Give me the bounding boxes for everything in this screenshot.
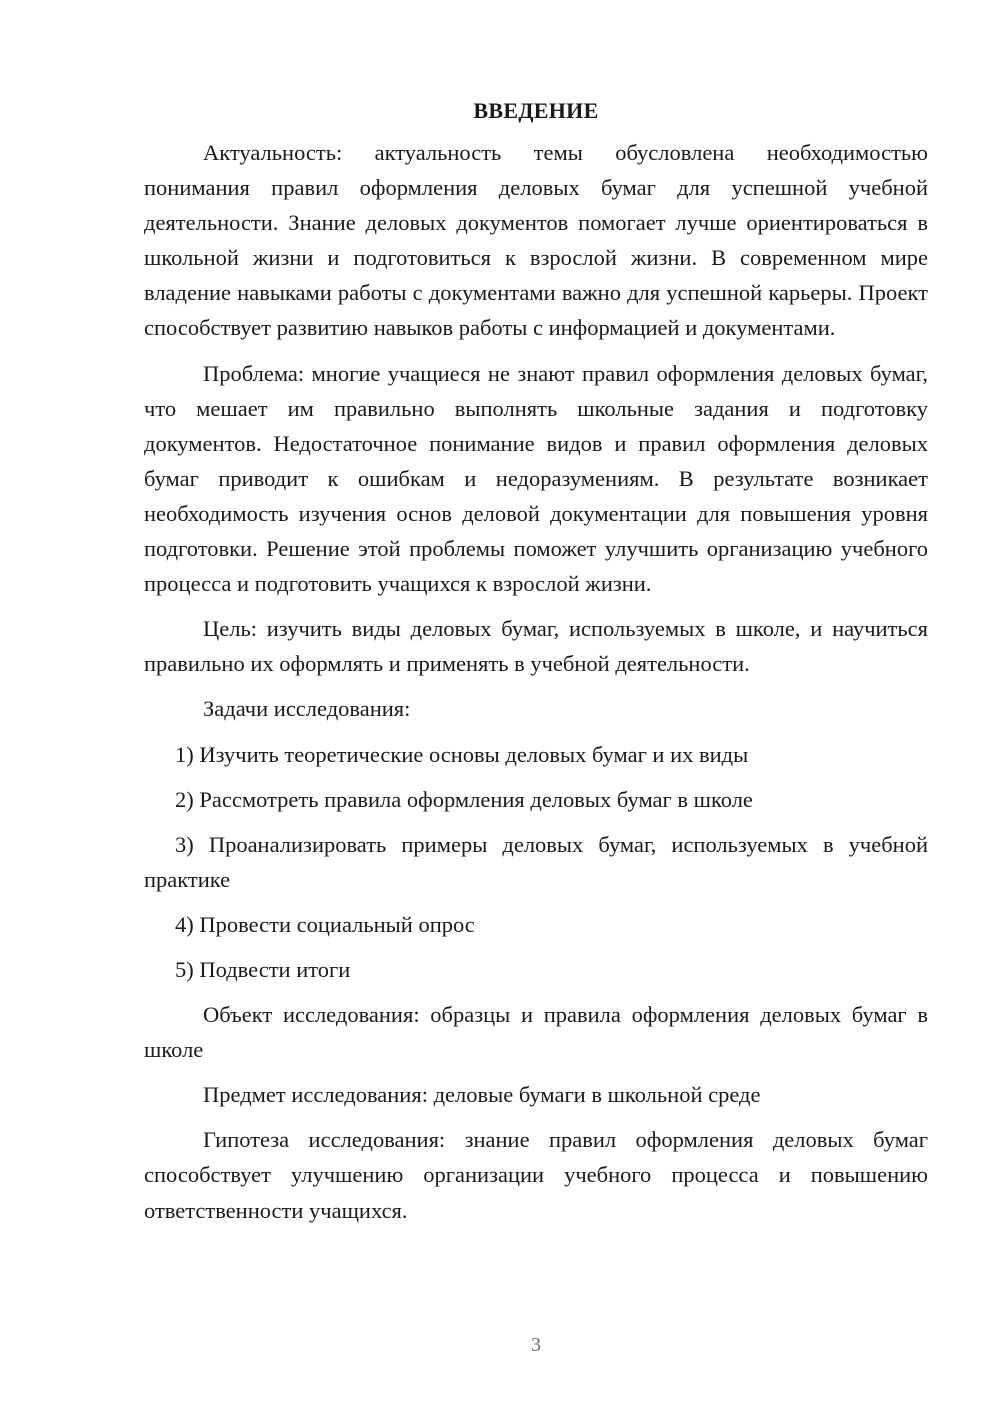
- goal-paragraph: Цель: изучить виды деловых бумаг, используемых в школе, и научиться правильно их оформлять и применять в учебной деятельности.: [144, 616, 928, 677]
- task-item: 4) Провести социальный опрос: [175, 911, 475, 937]
- hypothesis-paragraph: Гипотеза исследования: знание правил оформления деловых бумаг способствует улучшению организации учебного процесса и повышению ответственности учащихся.: [144, 1127, 928, 1223]
- page-number: 3: [531, 1334, 541, 1356]
- problem-paragraph: Проблема: многие учащиеся не знают правил оформления деловых бумаг, что мешает им правильно выполнять школьные задания и подготовку документов. Недостаточное понимание видов и правил оформления деловых бумаг приводит к ошибкам и недоразумениям. В результате возникает необходимость изучения основ деловой документации для повышения уровня подготовки. Решение этой проблемы поможет улучшить организацию учебного процесса и подготовить учащихся к взрослой жизни.: [144, 360, 928, 597]
- relevance-paragraph: Актуальность: актуальность темы обусловлена необходимостью понимания правил оформления деловых бумаг для успешной учебной деятельности. Знание деловых документов помогает лучше ориентироваться в школьной жизни и подготовиться к взрослой жизни. В современном мире владение навыками работы с документами важно для успешной карьеры. Проект способствует развитию навыков работы с информацией и документами.: [144, 140, 928, 341]
- subject-paragraph: Предмет исследования: деловые бумаги в школьной среде: [203, 1082, 761, 1108]
- task-item: 2) Рассмотреть правила оформления деловых бумаг в школе: [175, 786, 753, 812]
- object-paragraph: Объект исследования: образцы и правила оформления деловых бумаг в школе: [144, 1002, 928, 1063]
- task-item: 5) Подвести итоги: [175, 956, 351, 982]
- page-content: [144, 96, 928, 1238]
- section-heading: ВВЕДЕНИЕ: [473, 98, 599, 123]
- task-item: 1) Изучить теоретические основы деловых бумаг и их виды: [175, 741, 749, 767]
- tasks-heading: Задачи исследования:: [203, 696, 411, 722]
- task-item: 3) Проанализировать примеры деловых бумаг, используемых в учебной практике: [144, 831, 928, 892]
